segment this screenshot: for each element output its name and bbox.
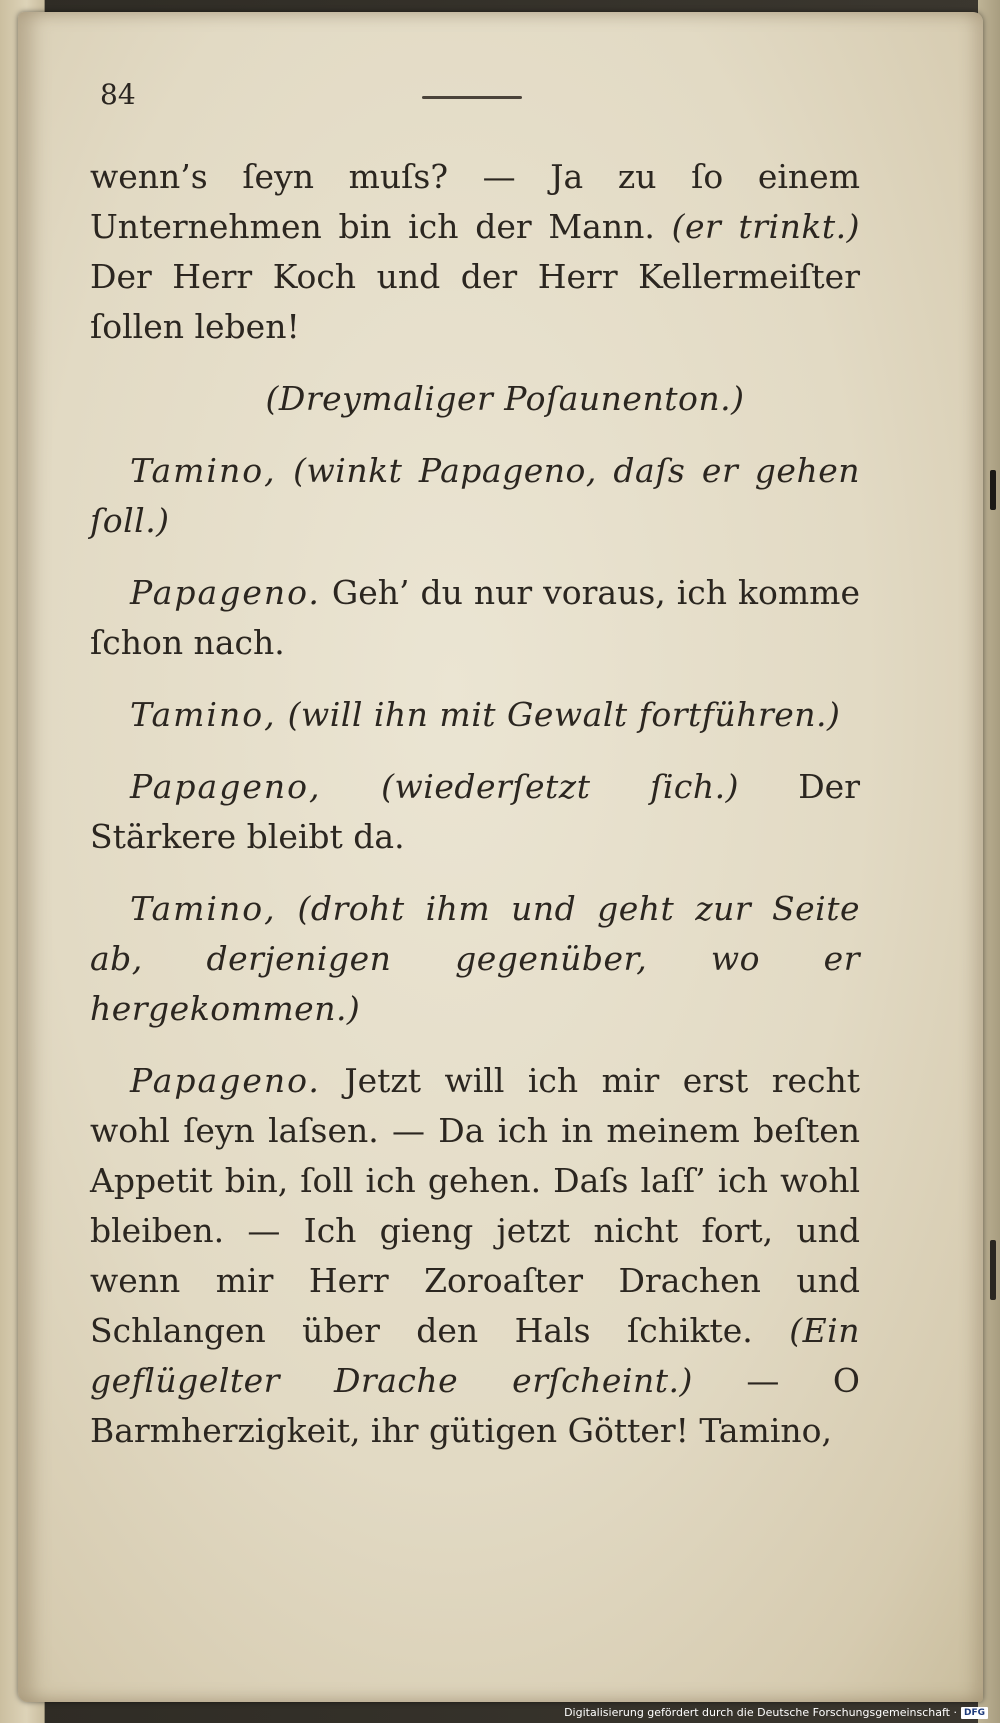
- page-number: 84: [100, 78, 136, 111]
- speaker-name: Tamino,: [130, 889, 277, 928]
- stage-direction: (Dreymaliger Poſaunenton.): [265, 379, 745, 418]
- paragraph-text: Der Herr Koch und der Herr Kellermeiſter ſollen leben!: [90, 257, 860, 346]
- stage-direction: (will ihn mit Gewalt fortführen.): [276, 695, 841, 734]
- paragraph-2: [150, 374, 860, 424]
- page-marker-bottom: [990, 1240, 996, 1300]
- paragraph-text: Geh’ du nur voraus, ich komme ſchon nach.: [90, 573, 860, 662]
- header-rule: [422, 96, 522, 99]
- dfg-logo-icon: DFG: [961, 1707, 988, 1719]
- paragraph-4: [90, 568, 860, 668]
- stage-direction: (winkt Papageno, daſs er gehen ſoll.): [90, 451, 860, 540]
- paragraph-text: Jetzt will ich mir erst recht wohl ſeyn laſsen. — Da ich in meinem beſten Appetit bin, ſoll ich gehen. Daſs laſſ’ ich wohl bleiben. — Ich gieng jetzt nicht fort, und wenn mir Herr Zoroaſter Drachen und Schlangen über den Hals ſchikte.: [90, 1061, 860, 1350]
- paragraph-6: [90, 762, 860, 862]
- stage-direction: (er trinkt.): [671, 207, 860, 246]
- stage-direction: (droht ihm und geht zur Seite ab, derjenigen gegenüber, wo er hergekommen.): [90, 889, 860, 1028]
- paragraph-text: — O Barmherzigkeit, ihr gütigen Götter! Tamino,: [90, 1361, 860, 1450]
- stage-direction: (wiederſetzt ſich.): [321, 767, 740, 806]
- page-text: [90, 152, 860, 1478]
- credit-text: Digitalisierung gefördert durch die Deutsche Forschungsgemeinschaft ·: [564, 1706, 957, 1719]
- paragraph-5: [90, 690, 860, 740]
- paragraph-1: [90, 152, 860, 352]
- page-marker-top: [990, 470, 996, 510]
- digitization-credit: [564, 1706, 988, 1719]
- paragraph-7: [90, 884, 860, 1034]
- speaker-name: Tamino,: [130, 451, 277, 490]
- paragraph-8: [90, 1056, 860, 1456]
- paragraph-text: wenn’s ſeyn muſs? — Ja zu ſo einem Unternehmen bin ich der Mann.: [90, 157, 860, 246]
- book-page: [18, 12, 983, 1702]
- speaker-name: Papageno.: [130, 573, 321, 612]
- speaker-name: Papageno,: [130, 767, 322, 806]
- paragraph-text: Der Stärkere bleibt da.: [90, 767, 860, 856]
- speaker-name: Papageno.: [130, 1061, 321, 1100]
- paragraph-3: [90, 446, 860, 546]
- stage-direction: (Ein geflügelter Drache erſcheint.): [90, 1311, 860, 1400]
- speaker-name: Tamino,: [130, 695, 277, 734]
